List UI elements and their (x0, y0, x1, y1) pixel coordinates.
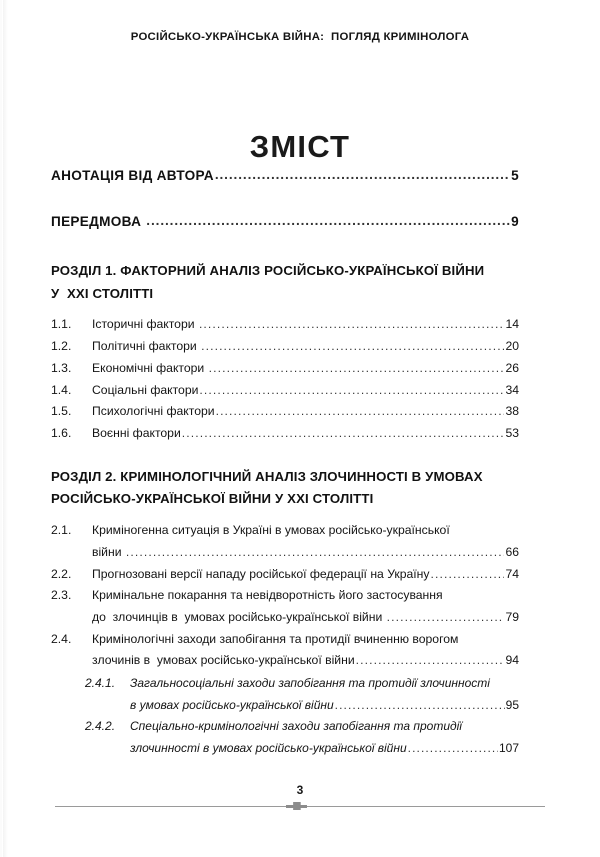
chapter-heading-line: У ХХІ СТОЛІТТІ (51, 285, 154, 301)
entry-page-number: 34 (505, 382, 519, 397)
toc-section-entry[interactable] (51, 336, 519, 358)
entry-page-number: 94 (505, 653, 519, 668)
chapter-heading[interactable] (51, 260, 519, 305)
dot-leader (209, 358, 505, 380)
entry-label: до злочинців в умовах російсько-української війни (92, 610, 386, 624)
entry-page-number: 9 (511, 214, 519, 229)
entry-label: Воєнні фактори (92, 426, 181, 440)
toc-entry-row (51, 168, 519, 183)
entry-page-number: 26 (505, 360, 519, 375)
section-line: Криміногенна ситуація в Україні в умовах російсько-української (92, 523, 450, 538)
section-body (92, 564, 519, 586)
section-number: 2.4. (51, 631, 72, 646)
subsection-body (130, 673, 519, 716)
entry-label: в умовах російсько-української війни (130, 697, 334, 712)
section-number: 1.3. (51, 360, 72, 375)
section-body (92, 585, 519, 628)
chapter-heading-line: РОЗДІЛ 2. КРИМІНОЛОГІЧНИЙ АНАЛІЗ ЗЛОЧИННОСТІ В УМОВАХ (51, 468, 483, 484)
entry-page-number: 5 (511, 168, 519, 183)
toc-section-entry[interactable] (51, 314, 519, 336)
dot-leader (408, 738, 498, 760)
subsection-body (130, 716, 519, 759)
section-line: Кримінальне покарання та невідворотність його застосування (92, 588, 443, 603)
section-last-line (92, 314, 519, 336)
entry-page-number: 74 (505, 566, 519, 581)
dot-leader (199, 380, 504, 402)
toc-section-entry[interactable] (51, 520, 519, 563)
chapter-heading-line: РОЗДІЛ 1. ФАКТОРНИЙ АНАЛІЗ РОСІЙСЬКО-УКРАЇНСЬКОЇ ВІЙНИ (51, 263, 485, 278)
toc-section-entry[interactable] (51, 423, 519, 445)
section-last-line (92, 423, 519, 445)
running-header: РОСІЙСЬКО-УКРАЇНСЬКА ВІЙНА: ПОГЛЯД КРИМІНОЛОГА (130, 31, 470, 43)
toc-section-entry[interactable] (51, 401, 519, 423)
toc-section-entry[interactable] (51, 358, 519, 380)
section-body (92, 314, 519, 336)
toc-front-entry[interactable] (51, 168, 519, 183)
chapter-heading-line: РОСІЙСЬКО-УКРАЇНСЬКОЇ ВІЙНИ У ХХІ СТОЛІТТІ (51, 491, 374, 507)
entry-label: злочинів в умовах російсько-української війни (92, 653, 355, 668)
section-body (92, 520, 519, 563)
section-number: 1.2. (51, 339, 72, 354)
subsection-group (51, 673, 519, 759)
entry-label: війни (92, 544, 125, 559)
subsection-last-line (130, 695, 519, 717)
footer-ornament-icon (286, 802, 307, 810)
section-body (92, 423, 519, 445)
toc-front-entry[interactable] (51, 214, 519, 229)
entry-label: Соціальні фактори (92, 382, 199, 397)
toc-section-entry[interactable] (51, 564, 519, 586)
entry-label: Економічні фактори (92, 360, 208, 375)
toc-section-entry[interactable] (51, 629, 519, 672)
entry-label: Прогнозовані версії нападу російської федерації на Україну (92, 566, 430, 581)
section-number: 2.1. (51, 523, 72, 538)
subsection-number: 2.4.1. (85, 676, 116, 691)
dot-leader (335, 695, 505, 717)
entry-label: злочинності в умовах російсько-української війни (130, 740, 407, 755)
entry-page-number: 107 (498, 740, 519, 755)
entry-label: Психологічні фактори (92, 404, 215, 419)
dot-leader (216, 401, 505, 423)
entry-page-number: 14 (505, 317, 519, 332)
entry-page-number: 53 (505, 426, 519, 440)
page-title: ЗМІСТ (249, 128, 351, 164)
section-body (92, 629, 519, 672)
section-number: 2.2. (51, 566, 72, 581)
toc-entry-row (51, 214, 519, 229)
dot-leader (431, 564, 505, 586)
section-last-line (92, 358, 519, 380)
section-number: 1.1. (51, 317, 72, 332)
chapter-spacer (51, 445, 519, 466)
entry-label: Політичні фактори (92, 339, 201, 354)
dot-leader (182, 423, 505, 445)
section-last-line (92, 380, 519, 402)
dot-leader (356, 650, 505, 672)
page-number: 3 (296, 783, 304, 797)
entry-page-number: 95 (505, 697, 519, 712)
section-number: 1.6. (51, 426, 72, 440)
dot-leader (199, 314, 505, 336)
toc-subsection-entry[interactable] (85, 673, 519, 716)
section-number: 2.3. (51, 588, 72, 603)
subsection-line: Спеціально-кримінологічні заходи запобігання та протидії (130, 719, 462, 734)
subsection-last-line (130, 738, 519, 760)
section-body (92, 401, 519, 423)
dot-leader (215, 167, 510, 182)
dot-leader (146, 213, 510, 228)
subsection-number: 2.4.2. (85, 719, 116, 734)
entry-page-number: 38 (505, 404, 519, 419)
section-last-line (92, 564, 519, 586)
section-body (92, 380, 519, 402)
subsection-line: Загальносоціальні заходи запобігання та протидії злочинності (130, 676, 490, 691)
dot-leader (201, 336, 504, 358)
section-number: 1.5. (51, 404, 72, 419)
toc-section-entry[interactable] (51, 585, 519, 628)
section-line: Кримінологічні заходи запобігання та протидії вчиненню ворогом (92, 631, 459, 646)
toc-subsection-entry[interactable] (85, 716, 519, 759)
dot-leader (387, 607, 505, 629)
table-of-contents (51, 168, 519, 760)
dot-leader (126, 542, 505, 564)
toc-section-entry[interactable] (51, 380, 519, 402)
section-last-line (92, 542, 519, 564)
section-last-line (92, 336, 519, 358)
section-last-line (92, 401, 519, 423)
section-last-line (92, 607, 519, 629)
section-last-line (92, 650, 519, 672)
section-body (92, 358, 519, 380)
entry-page-number: 79 (505, 610, 519, 624)
section-number: 1.4. (51, 382, 72, 397)
entry-label: ПЕРЕДМОВА (51, 214, 146, 229)
entry-label: Історичні фактори (92, 317, 198, 332)
chapter-heading[interactable] (51, 466, 519, 511)
entry-label: АНОТАЦІЯ ВІД АВТОРА (51, 168, 214, 183)
entry-page-number: 66 (505, 544, 519, 559)
entry-page-number: 20 (505, 339, 519, 354)
section-body (92, 336, 519, 358)
